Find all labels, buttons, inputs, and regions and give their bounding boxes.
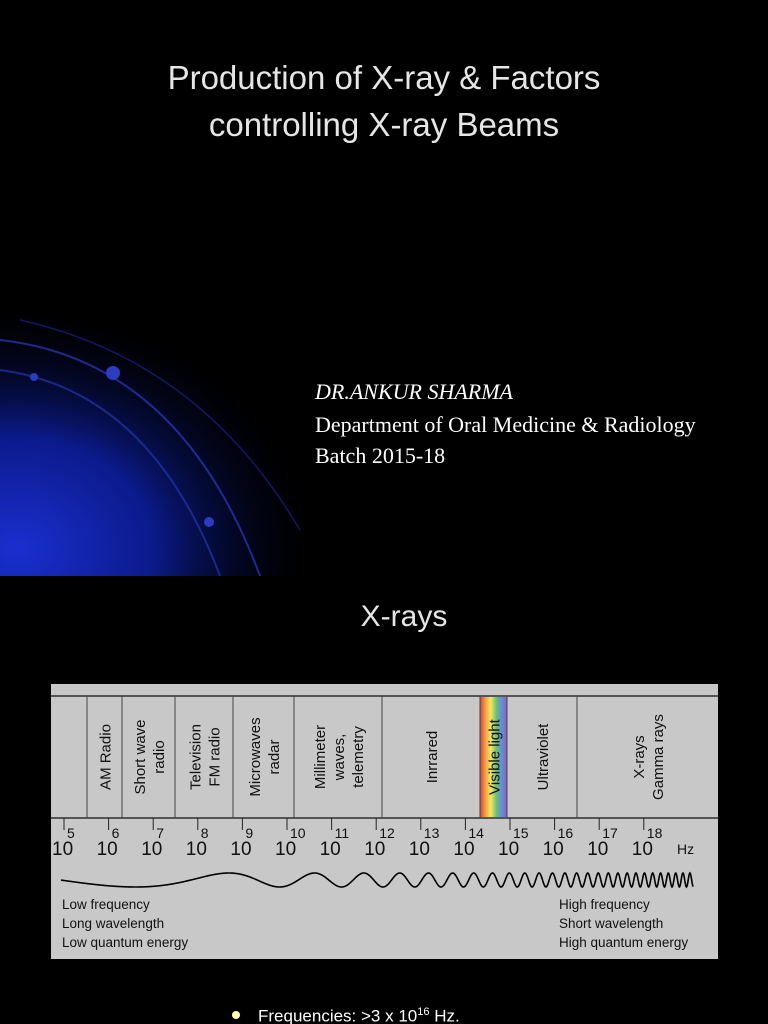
tick-base: 10 bbox=[230, 839, 252, 860]
left-note: Low frequency bbox=[62, 897, 150, 912]
tick-exponent: 14 bbox=[468, 825, 484, 841]
wave-line bbox=[61, 873, 693, 887]
tick-base: 10 bbox=[631, 839, 653, 860]
band-label: X-rays bbox=[631, 735, 648, 779]
band-label: Short wave bbox=[132, 719, 149, 795]
band-label: Millimeter bbox=[312, 724, 329, 790]
right-note: Short wavelength bbox=[559, 916, 664, 931]
tick-base: 10 bbox=[319, 839, 341, 860]
tick-base: 10 bbox=[498, 839, 520, 860]
tick-base: 10 bbox=[542, 839, 564, 860]
tick-base: 10 bbox=[96, 839, 118, 860]
tick-exponent: 18 bbox=[646, 825, 663, 841]
tick-base: 10 bbox=[52, 839, 74, 860]
tick-exponent: 15 bbox=[513, 825, 529, 841]
xrays-slide bbox=[0, 576, 768, 1024]
band-label: radar bbox=[266, 739, 283, 775]
band-label: radio bbox=[151, 740, 168, 774]
batch: Batch 2015-18 bbox=[315, 443, 446, 468]
department: Department of Oral Medicine & Radiology bbox=[315, 412, 696, 437]
electromagnetic-spectrum-diagram bbox=[51, 684, 718, 959]
slide-title: X-rays bbox=[360, 600, 448, 633]
tick-exponent: 17 bbox=[602, 825, 618, 841]
tick-exponent: 9 bbox=[245, 825, 254, 841]
band-label: Visible light bbox=[486, 719, 504, 795]
band-label: Ultraviolet bbox=[535, 723, 552, 791]
band-label: Microwaves bbox=[247, 717, 264, 797]
tick-exponent: 12 bbox=[379, 825, 395, 841]
unit-label: Hz bbox=[677, 841, 695, 857]
tick-exponent: 13 bbox=[423, 825, 440, 841]
band-label: Gamma rays bbox=[650, 714, 667, 800]
bullet-superscript: 16 bbox=[417, 1006, 430, 1018]
tick-exponent: 6 bbox=[111, 825, 120, 841]
bullet-dot-icon bbox=[232, 1011, 240, 1019]
tick-base: 10 bbox=[275, 839, 297, 860]
tick-exponent: 11 bbox=[334, 825, 350, 841]
tick-base: 10 bbox=[141, 839, 163, 860]
bullet-text: Frequencies: >3 x 10 bbox=[258, 1006, 418, 1024]
tick-exponent: 5 bbox=[67, 825, 75, 841]
tick-base: 10 bbox=[453, 839, 475, 860]
tick-base: 10 bbox=[408, 839, 430, 860]
tick-base: 10 bbox=[185, 839, 207, 860]
left-note: Low quantum energy bbox=[62, 935, 189, 950]
author-block bbox=[315, 378, 715, 469]
right-note: High frequency bbox=[559, 897, 650, 912]
band-label: telemetry bbox=[350, 726, 367, 788]
tick-exponent: 8 bbox=[200, 825, 209, 841]
tick-exponent: 16 bbox=[557, 825, 574, 841]
right-note: High quantum energy bbox=[559, 935, 689, 950]
bullet-suffix: Hz. bbox=[429, 1006, 460, 1024]
left-note: Long wavelength bbox=[62, 916, 165, 931]
tick-exponent: 7 bbox=[156, 825, 164, 841]
band-label: FM radio bbox=[206, 727, 224, 787]
tick-exponent: 10 bbox=[290, 825, 306, 841]
bullet-item bbox=[232, 1006, 460, 1024]
band-label: Television bbox=[187, 724, 205, 790]
band-label: waves, bbox=[331, 733, 348, 781]
band-label: Inrrared bbox=[424, 730, 441, 784]
decorative-swoosh bbox=[0, 300, 340, 576]
tick-base: 10 bbox=[364, 839, 386, 860]
slide-title: Production of X-ray & Factors controlling X-ray Beams bbox=[167, 59, 601, 143]
band-label: AM Radio bbox=[97, 724, 115, 790]
tick-base: 10 bbox=[587, 839, 609, 860]
author-name: DR.ANKUR SHARMA bbox=[315, 379, 513, 404]
spectrum-svg bbox=[51, 684, 718, 959]
